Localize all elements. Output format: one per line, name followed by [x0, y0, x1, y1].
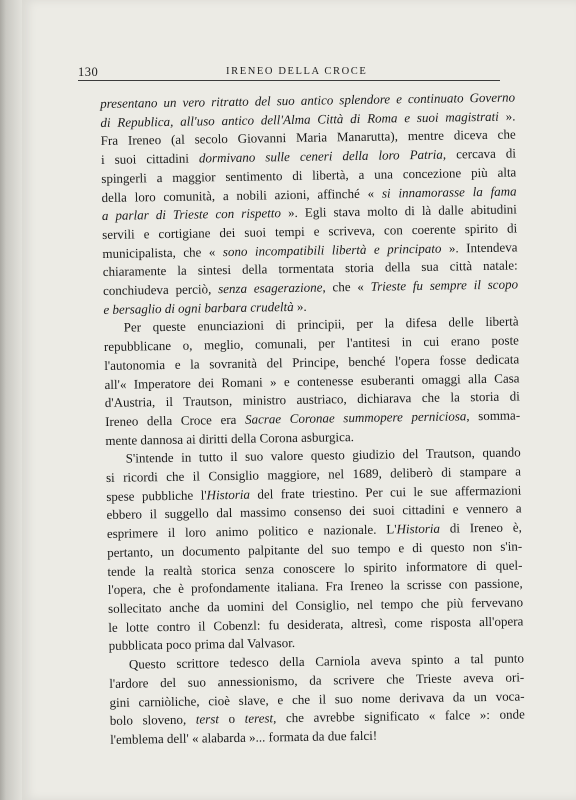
page-header	[78, 62, 500, 81]
text-span: l'opera, che è profondamente italiana. Fra Ireneo la scrisse con passione,	[107, 575, 523, 598]
text-span: pertanto, un documento palpitante del suo tempo e di questo non s'in-	[107, 538, 523, 560]
text-span: le lotte contro il Cobenzl: fu desiderata, altresì, come risposta all'opera	[108, 613, 524, 635]
italic-text: Historia	[206, 486, 251, 503]
text-span: , che «	[322, 278, 371, 295]
text-span: Ireneo della Croce era	[105, 411, 246, 429]
text-span: esprimere il loro animo politico e nazionale. L'	[106, 521, 397, 542]
text-span: ».	[293, 298, 307, 314]
italic-text: Historia	[396, 520, 441, 537]
text-span: l'emblema dell' « alabarda »... formata da due falci!	[110, 727, 378, 747]
text-span: servili e cortigiane dei suoi tempi e scriveva, con coerente spirito di	[102, 220, 518, 242]
italic-text: e bersaglio di ogni barbara crudeltà	[103, 298, 294, 317]
text-span: all'« Imperatore dei Romani » e contenesse esuberanti omaggi alla Casa	[104, 369, 520, 392]
italic-text: presentano un vero ritratto del suo antico splendore e continuato Governo	[100, 89, 516, 111]
text-span: pubblicata poco prima dal Valvasor.	[108, 635, 296, 654]
italic-text: di Republica, all'uso antico dell'Alma Città di Roma e suoi magistrati	[100, 108, 499, 130]
text-span: l'ardore del suo annessionismo, da scrivere che Trieste aveva ori-	[109, 669, 525, 691]
italic-text: Sacrae Coronae summopere perniciosa	[244, 408, 467, 427]
italic-text: senza esagerazione	[218, 279, 323, 297]
text-span: di Ireneo è,	[439, 519, 522, 536]
italic-text: sono incompatibili libertà e principato	[222, 240, 442, 259]
italic-text: terst	[195, 711, 220, 727]
text-span: conchiudeva perciò,	[102, 281, 219, 299]
body-text	[100, 88, 525, 749]
text-span: si ricordi che il Consiglio maggiore, nel 1689, deliberò di stampare a	[105, 463, 522, 486]
italic-text: si innamorasse la fama	[381, 182, 517, 201]
italic-text: a parlar di Trieste con rispetto	[101, 205, 282, 224]
text-span: spingerli a maggior sentimento di libertà, a una concezione più alta	[101, 164, 517, 186]
text-span: sollecitato anche da uomini del Consiglio, nel tempo che più fervevano	[107, 594, 524, 616]
italic-text: terest	[244, 710, 274, 727]
text-span: Per queste enunciazioni di principii, per la difesa delle libertà	[123, 313, 519, 336]
text-span: ebbero il suggello dal massimo consenso dei suoi cittadini e vennero a	[106, 500, 522, 523]
text-span: della loro comunità, a nobili azioni, affinché «	[101, 185, 383, 205]
running-head: IRENEO DELLA CROCE	[226, 66, 368, 77]
text-span: bolo sloveno,	[109, 711, 196, 729]
text-span: i suoi cittadini	[100, 150, 200, 168]
text-span: spese pubbliche l'	[106, 487, 207, 504]
text-span: d'Austria, il Trautson, ministro austriaco, dichiarava che la storia di	[104, 388, 520, 411]
text-span: o	[218, 711, 245, 727]
text-span: ». Egli stava molto di là dalle abitudini	[280, 201, 517, 221]
text-span: chiaramente la sintesi della tormentata storia della sua città natale:	[102, 257, 518, 280]
text-span: ». Intendeva	[441, 239, 518, 256]
italic-text: Trieste fu sempre il scopo	[370, 276, 519, 294]
text-span: Questo scrittore tedesco della Carniola aveva spinto a tal punto	[128, 650, 525, 672]
text-span: repubblicane o, meglio, comunali, per l'antitesi in cui erano poste	[103, 332, 520, 355]
text-span: , che avrebbe significato « falce »: onde	[272, 706, 525, 726]
page-number: 130	[78, 65, 99, 79]
italic-text: dormivano sulle ceneri della loro Patria	[198, 146, 443, 166]
text-span: , somma-	[466, 407, 521, 424]
text-span: l'autonomia e la sovranità del Principe, benché l'opera fosse dedicata	[104, 351, 520, 373]
text-span: municipalista, che «	[102, 243, 223, 261]
text-span: , cercava di	[442, 145, 517, 162]
text-span: mente dannosa ai diritti della Corona asburgica.	[105, 428, 355, 448]
text-span: del frate triestino. Per cui le sue affermazioni	[249, 482, 522, 502]
text-span: ».	[498, 108, 516, 124]
text-span: gini carniòliche, cioè slave, e che il suo nome derivava da un voca-	[109, 687, 525, 710]
text-span: tende la realtà storica senza conoscere lo spirito informatore di quel-	[107, 557, 523, 579]
text-span: Fra Ireneo (al secolo Giovanni Maria Manarutta), mentre diceva che	[100, 126, 516, 149]
text-span: S'intende in tutto il suo valore questo giudizio del Trautson, quando	[125, 444, 521, 466]
